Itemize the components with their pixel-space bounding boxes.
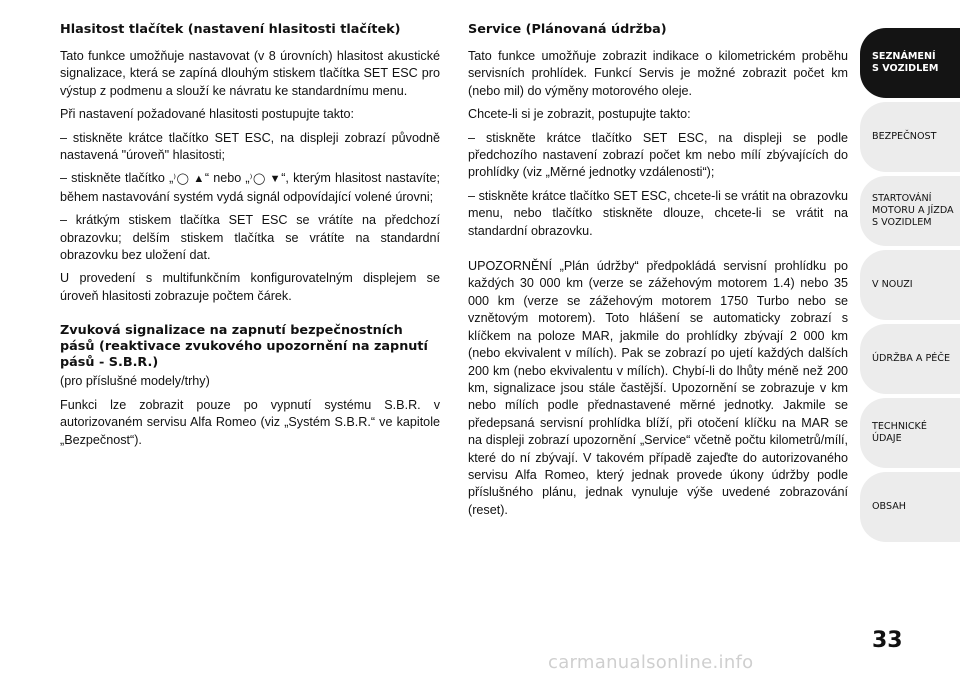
left-column [60, 22, 440, 455]
paragraph: Tato funkce umožňuje zobrazit indikace o kilometrickém proběhu servisních prohlídek. Funkcí Servis je možné zobrazit počet km (nebo mil) do výměny motorového oleje. [468, 49, 848, 98]
text-fragment: – stiskněte tlačítko „ [60, 171, 174, 186]
right-column [468, 22, 848, 525]
watermark: carmanualsonline.info [548, 652, 754, 673]
tab-technicke-udaje[interactable]: TECHNICKÉ ÚDAJE [860, 398, 960, 468]
text-fragment: “, kterým hlasitost nastavíte; během nastavování systém vydá signál odpovídající volené úrovni; [60, 171, 440, 204]
volume-down-symbol: ⁾◯ ▼ [249, 173, 282, 186]
paragraph: – stiskněte krátce tlačítko SET ESC, chcete-li se vrátit na obrazovku menu, nebo tlačítko stiskněte dlouze, chcete-li se vrátit na standardní obrazovku. [468, 188, 848, 238]
tab-udrzba[interactable]: ÚDRŽBA A PÉČE [860, 324, 960, 394]
tab-v-nouzi[interactable]: V NOUZI [860, 250, 960, 320]
paragraph: Funkci lze zobrazit pouze po vypnutí systému S.B.R. v autorizovaném servisu Alfa Romeo (viz „Systém S.B.R.“ ve kapitole „Bezpečnost“). [60, 397, 440, 447]
paragraph: Chcete-li si je zobrazit, postupujte takto: [468, 107, 691, 122]
paragraph: U provedení s multifunkčním konfigurovatelným displejem se úroveň hlasitosti zobrazuje počtem čárek. [60, 271, 440, 303]
paragraph: Tato funkce umožňuje nastavovat (v 8 úrovních) hlasitost akustické signalizace, která se zapíná dlouhým stiskem tlačítka SET ESC pro výstup z podmenu a slouží ke návratu ke standardnímu menu. [60, 49, 440, 98]
spacer [468, 246, 848, 258]
tab-bezpecnost[interactable]: BEZPEČNOST [860, 102, 960, 172]
paragraph: – krátkým stiskem tlačítka SET ESC se vrátíte na předchozí obrazovku; delším stiskem tlačítka se vrátíte na standardní obrazovku bez uložení dat. [60, 213, 440, 263]
tab-obsah[interactable]: OBSAH [860, 472, 960, 542]
tab-seznameni[interactable]: SEZNÁMENÍ S VOZIDLEM [860, 28, 960, 98]
chapter-sidebar [860, 28, 960, 546]
paragraph: – stiskněte krátce tlačítko SET ESC, na displeji zobrazí původně nastavená "úroveň" hlasitosti; [60, 130, 440, 163]
volume-up-symbol: ⁾◯ ▲ [173, 173, 205, 186]
paragraph: – stiskněte krátce tlačítko SET ESC, na displeji se podle předchozího nastavení zobrazí počet km nebo mílí zbývajících do prohlídky (viz „Měrné jednotky vzdálenosti“); [468, 130, 848, 180]
tab-startovani[interactable]: STARTOVÁNÍ MOTORU A JÍZDA S VOZIDLEM [860, 176, 960, 246]
page-number: 33 [872, 628, 903, 653]
paragraph-with-symbols [60, 170, 440, 206]
section-subtitle: (pro příslušné modely/trhy) [60, 374, 210, 389]
spacer [60, 311, 440, 323]
section-title-button-volume: Hlasitost tlačítek (nastavení hlasitosti tlačítek) [60, 22, 401, 37]
paragraph: Při nastavení požadované hlasitosti postupujte takto: [60, 107, 355, 122]
section-title-seatbelt: Zvuková signalizace na zapnutí bezpečnostních pásů (reaktivace zvukového upozornění na zapnutí pásů - S.B.R.) [60, 323, 428, 371]
paragraph-warning: UPOZORNĚNÍ „Plán údržby“ předpokládá servisní prohlídku po každých 30 000 km (verze se zážehovým motorem 1.4) nebo 35 000 km (verze se zážehovým motorem 1750 Turbo nebo se vznětovým motorem). Toto hlášení se automaticky zobrazí s klíčkem na poloze MAR, jakmile do prohlídky zbývají 2 000 km (nebo ekvivalent v mílích). Pak se zobrazí po ujetí každých dalších 200 km (nebo ekvivalentu v mílích). Chybí-li do lhůty méně než 200 km, signalizace jsou stále častější. Upozornění se zobrazuje v km nebo mílích podle přednastavené měrné jednotky. Jakmile se předepsaná servisní prohlídka blíží, při otočení klíčku na MAR se na displeji zobrazí upozornění „Service“ včetně počtu kilometrů/mílí, které do ní zbývají. V takovém případě zajeďte do autorizovaného servisu Alfa Romeo, který jednak provede úkony údržby podle příslušného plánu, jednak vynuluje výše uvedené zobrazování (reset). [468, 259, 848, 517]
text-fragment: “ nebo „ [204, 171, 250, 186]
section-title-service: Service (Plánovaná údržba) [468, 22, 667, 37]
